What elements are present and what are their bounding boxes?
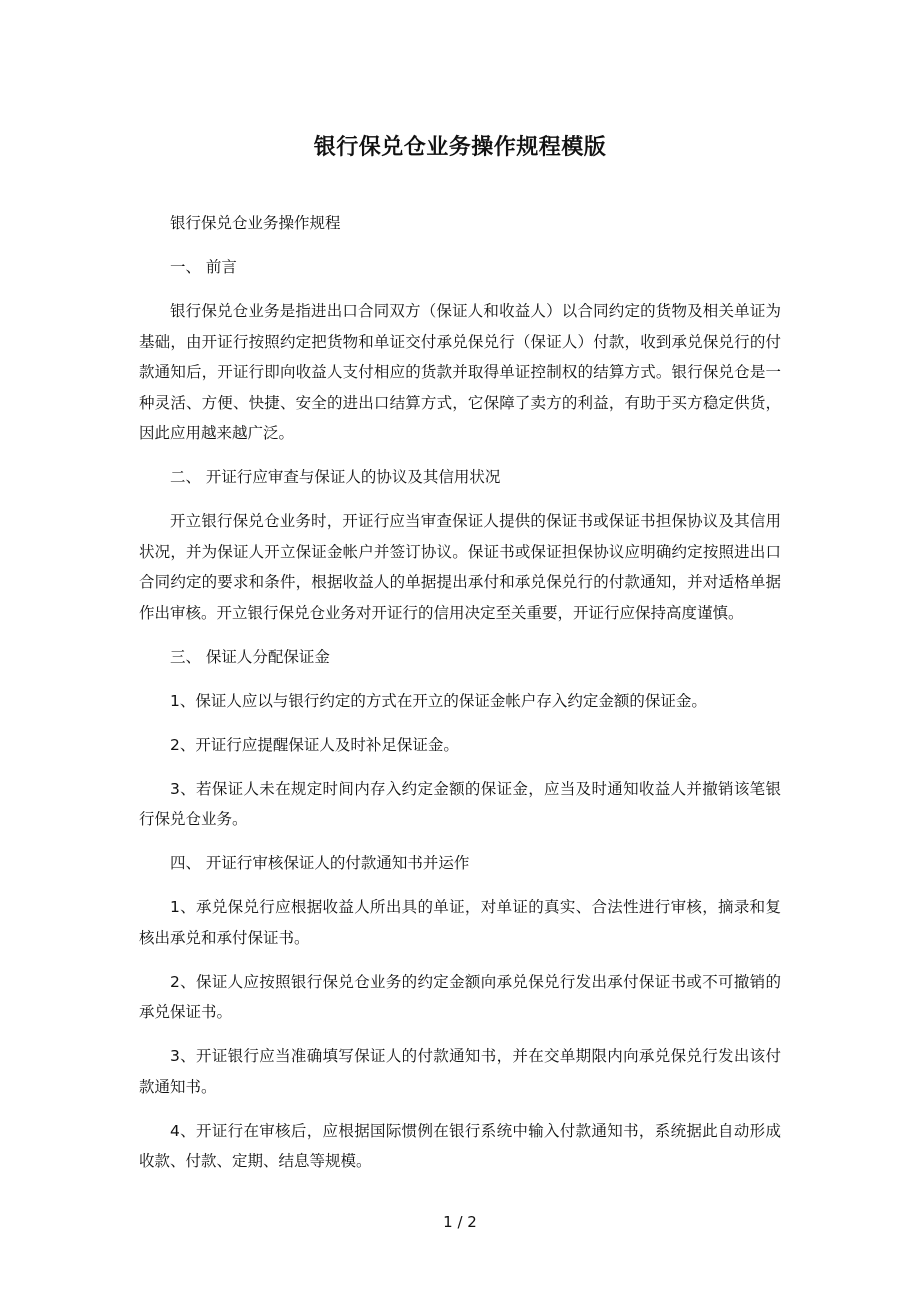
section-heading-2: 二、 开证行应审查与保证人的协议及其信用状况 <box>170 468 501 486</box>
list-item: 3、开证银行应当准确填写保证人的付款通知书，并在交单期限内向承兑保兑行发出该付款通知书。 <box>139 1047 781 1096</box>
page-number: 1 / 2 <box>443 1213 477 1231</box>
section-heading-1: 一、 前言 <box>170 258 237 276</box>
list-item: 3、若保证人未在规定时间内存入约定金额的保证金，应当及时通知收益人并撤销该笔银行保兑仓业务。 <box>139 779 781 828</box>
paragraph: 开立银行保兑仓业务时，开证行应当审查保证人提供的保证书或保证书担保协议及其信用状况，并为保证人开立保证金帐户并签订协议。保证书或保证担保协议应明确约定按照进出口合同约定的要求和条件，根据收益人的单据提出承付和承兑保兑行的付款通知，并对适格单据作出审核。开立银行保兑仓业务对开证行的信用决定至关重要，开证行应保持高度谨慎。 <box>139 512 781 622</box>
list-item: 1、承兑保兑行应根据收益人所出具的单证，对单证的真实、合法性进行审核，摘录和复核出承兑和承付保证书。 <box>139 898 781 947</box>
section-heading-3: 三、 保证人分配保证金 <box>170 647 330 666</box>
list-item: 4、开证行在审核后，应根据国际惯例在银行系统中输入付款通知书，系统据此自动形成收款、付款、定期、结息等规模。 <box>139 1121 781 1170</box>
document-title: 银行保兑仓业务操作规程模版 <box>313 135 607 160</box>
list-item: 2、保证人应按照银行保兑仓业务的约定金额向承兑保兑行发出承付保证书或不可撤销的承兑保证书。 <box>139 972 781 1021</box>
paragraph: 银行保兑仓业务是指进出口合同双方（保证人和收益人）以合同约定的货物及相关单证为基础，由开证行按照约定把货物和单证交付承兑保兑行（保证人）付款，收到承兑保兑行的付款通知后，开证行即向收益人支付相应的货款并取得单证控制权的结算方式。银行保兑仓是一种灵活、方便、快捷、安全的进出口结算方式，它保障了卖方的利益，有助于买方稳定供货，因此应用越来越广泛。 <box>139 302 781 442</box>
paragraph-subtitle: 银行保兑仓业务操作规程 <box>170 214 341 232</box>
list-item: 1、保证人应以与银行约定的方式在开立的保证金帐户存入约定金额的保证金。 <box>170 691 707 710</box>
list-item: 2、开证行应提醒保证人及时补足保证金。 <box>170 735 459 754</box>
section-heading-4: 四、 开证行审核保证人的付款通知书并运作 <box>170 854 470 872</box>
document-body <box>139 208 781 1190</box>
